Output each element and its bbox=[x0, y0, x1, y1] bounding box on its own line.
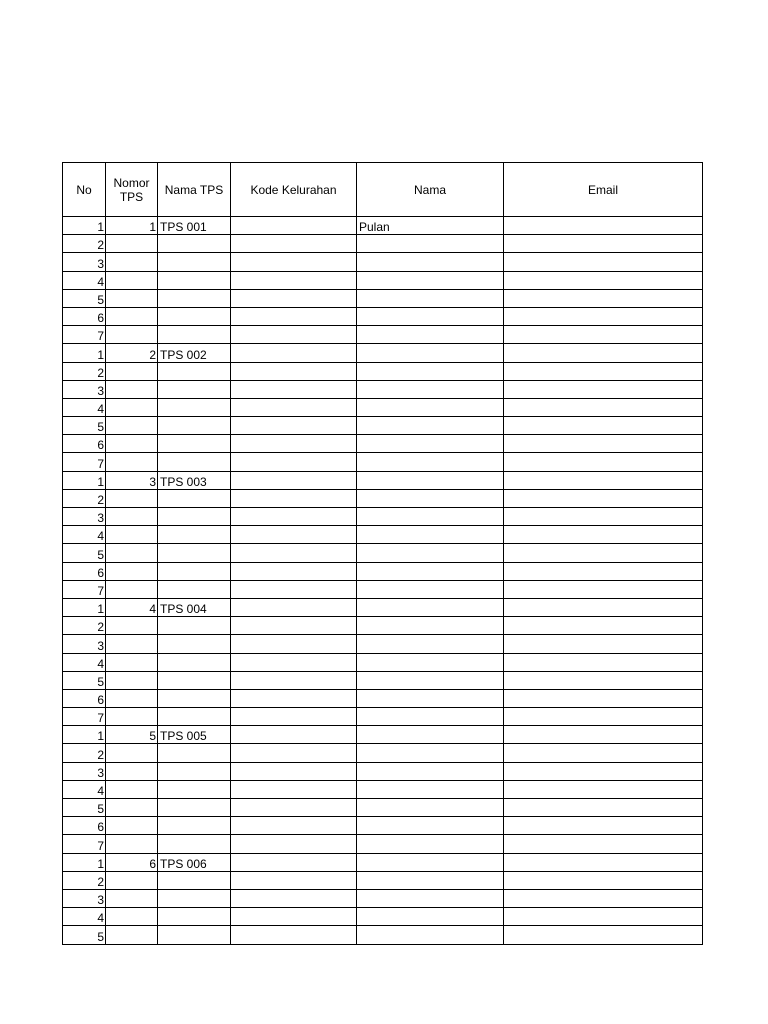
cell-nama bbox=[357, 471, 504, 489]
cell-nama-tps bbox=[158, 417, 231, 435]
cell-nama bbox=[357, 926, 504, 944]
cell-kode-kelurahan bbox=[231, 726, 357, 744]
cell-nama-tps bbox=[158, 689, 231, 707]
cell-nomor-tps bbox=[106, 762, 158, 780]
cell-nama bbox=[357, 235, 504, 253]
cell-nama-tps bbox=[158, 580, 231, 598]
cell-kode-kelurahan bbox=[231, 635, 357, 653]
cell-no: 3 bbox=[63, 508, 106, 526]
cell-kode-kelurahan bbox=[231, 380, 357, 398]
cell-kode-kelurahan bbox=[231, 744, 357, 762]
cell-kode-kelurahan bbox=[231, 271, 357, 289]
cell-nama bbox=[357, 726, 504, 744]
cell-nama-tps bbox=[158, 926, 231, 944]
header-kode-kelurahan: Kode Kelurahan bbox=[231, 163, 357, 217]
cell-email bbox=[504, 398, 703, 416]
cell-email bbox=[504, 889, 703, 907]
cell-nama-tps bbox=[158, 398, 231, 416]
cell-nama-tps bbox=[158, 908, 231, 926]
cell-nama bbox=[357, 508, 504, 526]
cell-no: 1 bbox=[63, 344, 106, 362]
cell-nama-tps bbox=[158, 762, 231, 780]
table-row bbox=[63, 871, 703, 889]
table-row bbox=[63, 689, 703, 707]
cell-nomor-tps: 6 bbox=[106, 853, 158, 871]
cell-email bbox=[504, 544, 703, 562]
cell-nama bbox=[357, 271, 504, 289]
cell-nomor-tps: 4 bbox=[106, 598, 158, 616]
cell-nama bbox=[357, 544, 504, 562]
table-row bbox=[63, 744, 703, 762]
table-row bbox=[63, 362, 703, 380]
cell-kode-kelurahan bbox=[231, 853, 357, 871]
cell-nama-tps bbox=[158, 435, 231, 453]
cell-nama: Pulan bbox=[357, 217, 504, 235]
table-header-row bbox=[63, 163, 703, 217]
cell-kode-kelurahan bbox=[231, 708, 357, 726]
table-body bbox=[63, 217, 703, 945]
cell-nama-tps: TPS 003 bbox=[158, 471, 231, 489]
cell-email bbox=[504, 853, 703, 871]
cell-no: 5 bbox=[63, 544, 106, 562]
spreadsheet-page bbox=[62, 162, 703, 945]
cell-kode-kelurahan bbox=[231, 326, 357, 344]
cell-no: 6 bbox=[63, 689, 106, 707]
cell-nama bbox=[357, 344, 504, 362]
cell-kode-kelurahan bbox=[231, 362, 357, 380]
table-row bbox=[63, 889, 703, 907]
header-email: Email bbox=[504, 163, 703, 217]
cell-kode-kelurahan bbox=[231, 799, 357, 817]
cell-nama bbox=[357, 435, 504, 453]
cell-email bbox=[504, 653, 703, 671]
table-row bbox=[63, 435, 703, 453]
cell-no: 5 bbox=[63, 671, 106, 689]
cell-nama bbox=[357, 780, 504, 798]
table-row bbox=[63, 544, 703, 562]
cell-kode-kelurahan bbox=[231, 671, 357, 689]
cell-nama bbox=[357, 489, 504, 507]
cell-nama-tps bbox=[158, 253, 231, 271]
cell-nama-tps: TPS 005 bbox=[158, 726, 231, 744]
cell-nama bbox=[357, 908, 504, 926]
table-row bbox=[63, 799, 703, 817]
table-row bbox=[63, 926, 703, 944]
cell-kode-kelurahan bbox=[231, 289, 357, 307]
cell-nomor-tps bbox=[106, 307, 158, 325]
table-row bbox=[63, 508, 703, 526]
cell-nama bbox=[357, 326, 504, 344]
cell-kode-kelurahan bbox=[231, 398, 357, 416]
table-row bbox=[63, 307, 703, 325]
cell-nomor-tps: 2 bbox=[106, 344, 158, 362]
cell-no: 3 bbox=[63, 253, 106, 271]
cell-email bbox=[504, 580, 703, 598]
cell-nama-tps bbox=[158, 380, 231, 398]
cell-no: 2 bbox=[63, 489, 106, 507]
cell-nomor-tps bbox=[106, 562, 158, 580]
cell-nama bbox=[357, 762, 504, 780]
cell-email bbox=[504, 435, 703, 453]
header-nomor-tps: Nomor TPS bbox=[106, 163, 158, 217]
cell-no: 2 bbox=[63, 871, 106, 889]
cell-kode-kelurahan bbox=[231, 562, 357, 580]
cell-nama-tps bbox=[158, 289, 231, 307]
cell-kode-kelurahan bbox=[231, 235, 357, 253]
cell-nama-tps: TPS 002 bbox=[158, 344, 231, 362]
cell-nomor-tps bbox=[106, 653, 158, 671]
cell-no: 5 bbox=[63, 799, 106, 817]
cell-email bbox=[504, 726, 703, 744]
cell-nomor-tps bbox=[106, 435, 158, 453]
cell-no: 5 bbox=[63, 926, 106, 944]
cell-no: 4 bbox=[63, 780, 106, 798]
table-row bbox=[63, 780, 703, 798]
cell-kode-kelurahan bbox=[231, 598, 357, 616]
cell-no: 6 bbox=[63, 435, 106, 453]
cell-email bbox=[504, 289, 703, 307]
cell-email bbox=[504, 253, 703, 271]
cell-nama bbox=[357, 889, 504, 907]
cell-no: 3 bbox=[63, 380, 106, 398]
cell-no: 3 bbox=[63, 762, 106, 780]
cell-email bbox=[504, 307, 703, 325]
cell-email bbox=[504, 708, 703, 726]
table-row bbox=[63, 580, 703, 598]
cell-nama-tps bbox=[158, 708, 231, 726]
cell-nama bbox=[357, 835, 504, 853]
cell-no: 4 bbox=[63, 271, 106, 289]
cell-no: 5 bbox=[63, 417, 106, 435]
cell-email bbox=[504, 598, 703, 616]
cell-no: 4 bbox=[63, 653, 106, 671]
table-row bbox=[63, 671, 703, 689]
table-row bbox=[63, 817, 703, 835]
cell-email bbox=[504, 689, 703, 707]
cell-nama-tps bbox=[158, 489, 231, 507]
table-row bbox=[63, 726, 703, 744]
cell-email bbox=[504, 835, 703, 853]
cell-nomor-tps bbox=[106, 817, 158, 835]
table-row bbox=[63, 835, 703, 853]
cell-nomor-tps bbox=[106, 926, 158, 944]
cell-nama bbox=[357, 871, 504, 889]
cell-nama bbox=[357, 289, 504, 307]
cell-kode-kelurahan bbox=[231, 889, 357, 907]
cell-nama bbox=[357, 799, 504, 817]
cell-kode-kelurahan bbox=[231, 580, 357, 598]
table-row bbox=[63, 617, 703, 635]
cell-email bbox=[504, 217, 703, 235]
cell-nomor-tps bbox=[106, 398, 158, 416]
cell-no: 4 bbox=[63, 908, 106, 926]
cell-kode-kelurahan bbox=[231, 344, 357, 362]
cell-nomor-tps: 1 bbox=[106, 217, 158, 235]
table-row bbox=[63, 653, 703, 671]
cell-email bbox=[504, 671, 703, 689]
cell-nama-tps bbox=[158, 889, 231, 907]
cell-email bbox=[504, 453, 703, 471]
cell-no: 7 bbox=[63, 835, 106, 853]
cell-nomor-tps bbox=[106, 289, 158, 307]
cell-nomor-tps bbox=[106, 489, 158, 507]
cell-nama-tps bbox=[158, 326, 231, 344]
cell-email bbox=[504, 489, 703, 507]
cell-nama-tps bbox=[158, 271, 231, 289]
cell-email bbox=[504, 526, 703, 544]
cell-nomor-tps bbox=[106, 235, 158, 253]
cell-nama-tps bbox=[158, 307, 231, 325]
cell-no: 5 bbox=[63, 289, 106, 307]
cell-nama bbox=[357, 689, 504, 707]
cell-no: 2 bbox=[63, 744, 106, 762]
cell-nama bbox=[357, 617, 504, 635]
cell-kode-kelurahan bbox=[231, 544, 357, 562]
cell-nama bbox=[357, 380, 504, 398]
cell-nama-tps bbox=[158, 526, 231, 544]
cell-nomor-tps bbox=[106, 253, 158, 271]
tps-table bbox=[62, 162, 703, 945]
cell-nama bbox=[357, 307, 504, 325]
cell-nomor-tps bbox=[106, 271, 158, 289]
cell-nomor-tps bbox=[106, 908, 158, 926]
header-nama: Nama bbox=[357, 163, 504, 217]
cell-email bbox=[504, 817, 703, 835]
cell-email bbox=[504, 326, 703, 344]
cell-no: 3 bbox=[63, 635, 106, 653]
cell-kode-kelurahan bbox=[231, 471, 357, 489]
cell-no: 4 bbox=[63, 398, 106, 416]
cell-nomor-tps bbox=[106, 689, 158, 707]
cell-nomor-tps bbox=[106, 326, 158, 344]
cell-no: 1 bbox=[63, 726, 106, 744]
cell-no: 1 bbox=[63, 217, 106, 235]
cell-nomor-tps bbox=[106, 780, 158, 798]
cell-nama bbox=[357, 453, 504, 471]
cell-no: 2 bbox=[63, 362, 106, 380]
cell-kode-kelurahan bbox=[231, 871, 357, 889]
cell-nomor-tps bbox=[106, 508, 158, 526]
cell-email bbox=[504, 799, 703, 817]
cell-nama-tps bbox=[158, 508, 231, 526]
cell-kode-kelurahan bbox=[231, 653, 357, 671]
cell-email bbox=[504, 908, 703, 926]
cell-nama bbox=[357, 708, 504, 726]
cell-no: 2 bbox=[63, 617, 106, 635]
cell-nama-tps bbox=[158, 780, 231, 798]
cell-no: 2 bbox=[63, 235, 106, 253]
cell-nama bbox=[357, 253, 504, 271]
cell-email bbox=[504, 362, 703, 380]
header-no: No bbox=[63, 163, 106, 217]
cell-kode-kelurahan bbox=[231, 508, 357, 526]
table-row bbox=[63, 762, 703, 780]
table-row bbox=[63, 453, 703, 471]
table-row bbox=[63, 471, 703, 489]
cell-nama-tps bbox=[158, 453, 231, 471]
cell-kode-kelurahan bbox=[231, 417, 357, 435]
cell-nomor-tps bbox=[106, 617, 158, 635]
table-row bbox=[63, 271, 703, 289]
cell-nomor-tps: 3 bbox=[106, 471, 158, 489]
cell-no: 1 bbox=[63, 598, 106, 616]
cell-no: 6 bbox=[63, 307, 106, 325]
cell-nama-tps bbox=[158, 235, 231, 253]
table-row bbox=[63, 526, 703, 544]
cell-nama bbox=[357, 562, 504, 580]
cell-email bbox=[504, 871, 703, 889]
cell-nomor-tps bbox=[106, 744, 158, 762]
cell-nama-tps: TPS 001 bbox=[158, 217, 231, 235]
cell-nama bbox=[357, 362, 504, 380]
cell-nama bbox=[357, 598, 504, 616]
cell-email bbox=[504, 508, 703, 526]
cell-email bbox=[504, 617, 703, 635]
cell-nomor-tps bbox=[106, 544, 158, 562]
table-row bbox=[63, 344, 703, 362]
cell-email bbox=[504, 926, 703, 944]
cell-email bbox=[504, 780, 703, 798]
cell-kode-kelurahan bbox=[231, 453, 357, 471]
table-row bbox=[63, 380, 703, 398]
cell-kode-kelurahan bbox=[231, 617, 357, 635]
cell-nama bbox=[357, 817, 504, 835]
cell-kode-kelurahan bbox=[231, 526, 357, 544]
table-row bbox=[63, 326, 703, 344]
cell-nama-tps: TPS 006 bbox=[158, 853, 231, 871]
cell-nomor-tps bbox=[106, 671, 158, 689]
table-row bbox=[63, 235, 703, 253]
cell-nomor-tps bbox=[106, 380, 158, 398]
cell-nama bbox=[357, 853, 504, 871]
table-row bbox=[63, 708, 703, 726]
cell-nomor-tps bbox=[106, 871, 158, 889]
cell-kode-kelurahan bbox=[231, 435, 357, 453]
cell-nomor-tps bbox=[106, 417, 158, 435]
table-row bbox=[63, 253, 703, 271]
cell-nama-tps bbox=[158, 362, 231, 380]
table-row bbox=[63, 908, 703, 926]
cell-nama-tps bbox=[158, 544, 231, 562]
cell-nomor-tps bbox=[106, 835, 158, 853]
cell-kode-kelurahan bbox=[231, 908, 357, 926]
cell-nomor-tps bbox=[106, 635, 158, 653]
cell-no: 1 bbox=[63, 471, 106, 489]
cell-kode-kelurahan bbox=[231, 489, 357, 507]
cell-nama bbox=[357, 417, 504, 435]
cell-nama-tps bbox=[158, 671, 231, 689]
cell-nama-tps bbox=[158, 871, 231, 889]
cell-nama bbox=[357, 671, 504, 689]
cell-nama-tps bbox=[158, 562, 231, 580]
cell-nama bbox=[357, 744, 504, 762]
table-row bbox=[63, 289, 703, 307]
cell-nomor-tps bbox=[106, 453, 158, 471]
cell-email bbox=[504, 744, 703, 762]
table-row bbox=[63, 489, 703, 507]
cell-email bbox=[504, 635, 703, 653]
cell-email bbox=[504, 471, 703, 489]
table-row bbox=[63, 417, 703, 435]
cell-no: 1 bbox=[63, 853, 106, 871]
table-row bbox=[63, 562, 703, 580]
table-row bbox=[63, 598, 703, 616]
cell-no: 3 bbox=[63, 889, 106, 907]
cell-email bbox=[504, 417, 703, 435]
cell-nama bbox=[357, 580, 504, 598]
table-row bbox=[63, 217, 703, 235]
cell-nama-tps bbox=[158, 653, 231, 671]
cell-email bbox=[504, 380, 703, 398]
cell-nama-tps bbox=[158, 817, 231, 835]
table-row bbox=[63, 398, 703, 416]
cell-nama bbox=[357, 398, 504, 416]
cell-nomor-tps bbox=[106, 889, 158, 907]
cell-email bbox=[504, 562, 703, 580]
cell-no: 4 bbox=[63, 526, 106, 544]
cell-nomor-tps bbox=[106, 799, 158, 817]
cell-nomor-tps bbox=[106, 526, 158, 544]
cell-nama bbox=[357, 635, 504, 653]
cell-email bbox=[504, 271, 703, 289]
cell-nama-tps: TPS 004 bbox=[158, 598, 231, 616]
table-row bbox=[63, 635, 703, 653]
cell-nama-tps bbox=[158, 744, 231, 762]
table-row bbox=[63, 853, 703, 871]
cell-nama-tps bbox=[158, 799, 231, 817]
cell-kode-kelurahan bbox=[231, 307, 357, 325]
cell-email bbox=[504, 344, 703, 362]
cell-email bbox=[504, 762, 703, 780]
cell-kode-kelurahan bbox=[231, 253, 357, 271]
cell-kode-kelurahan bbox=[231, 689, 357, 707]
header-nama-tps: Nama TPS bbox=[158, 163, 231, 217]
cell-kode-kelurahan bbox=[231, 762, 357, 780]
cell-kode-kelurahan bbox=[231, 835, 357, 853]
cell-no: 7 bbox=[63, 453, 106, 471]
cell-nomor-tps bbox=[106, 580, 158, 598]
cell-nama bbox=[357, 653, 504, 671]
cell-nama-tps bbox=[158, 835, 231, 853]
cell-no: 7 bbox=[63, 708, 106, 726]
cell-nama bbox=[357, 526, 504, 544]
cell-kode-kelurahan bbox=[231, 817, 357, 835]
cell-no: 6 bbox=[63, 817, 106, 835]
cell-nomor-tps bbox=[106, 708, 158, 726]
cell-nomor-tps: 5 bbox=[106, 726, 158, 744]
cell-kode-kelurahan bbox=[231, 926, 357, 944]
cell-nama-tps bbox=[158, 617, 231, 635]
cell-kode-kelurahan bbox=[231, 217, 357, 235]
cell-nama-tps bbox=[158, 635, 231, 653]
cell-kode-kelurahan bbox=[231, 780, 357, 798]
cell-nomor-tps bbox=[106, 362, 158, 380]
cell-no: 7 bbox=[63, 580, 106, 598]
cell-email bbox=[504, 235, 703, 253]
cell-no: 6 bbox=[63, 562, 106, 580]
cell-no: 7 bbox=[63, 326, 106, 344]
